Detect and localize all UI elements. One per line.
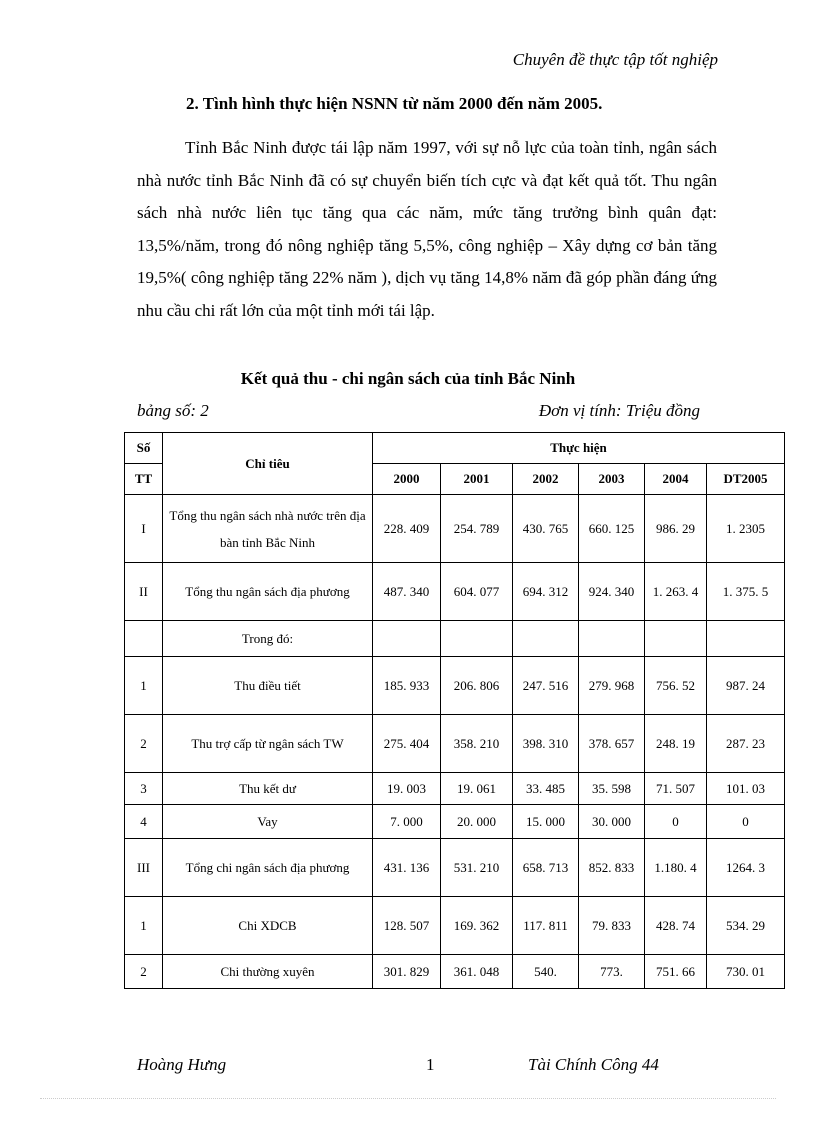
- row-value: 924. 340: [579, 563, 645, 621]
- row-value: 30. 000: [579, 805, 645, 839]
- year-header: 2001: [441, 464, 513, 495]
- row-value: 228. 409: [373, 495, 441, 563]
- year-header: 2003: [579, 464, 645, 495]
- row-stt: 4: [125, 805, 163, 839]
- row-value: 247. 516: [513, 657, 579, 715]
- row-value: 1264. 3: [707, 839, 785, 897]
- row-value: 117. 811: [513, 897, 579, 955]
- table-row: [125, 897, 785, 955]
- stt-header-top: Số: [125, 433, 163, 464]
- row-indicator: Chi thường xuyên: [163, 955, 373, 989]
- table-body: [125, 495, 785, 989]
- row-indicator: Tổng thu ngân sách địa phương: [163, 563, 373, 621]
- row-value: [373, 621, 441, 657]
- row-value: 169. 362: [441, 897, 513, 955]
- table-row: [125, 955, 785, 989]
- row-value: 301. 829: [373, 955, 441, 989]
- row-stt: 2: [125, 955, 163, 989]
- row-value: 751. 66: [645, 955, 707, 989]
- row-indicator: Chi XDCB: [163, 897, 373, 955]
- row-value: 19. 061: [441, 773, 513, 805]
- row-indicator: Trong đó:: [163, 621, 373, 657]
- row-value: [441, 621, 513, 657]
- row-value: 279. 968: [579, 657, 645, 715]
- footer-page-number: 1: [426, 1055, 435, 1074]
- budget-table: [124, 432, 785, 989]
- table-row: [125, 563, 785, 621]
- row-value: 33. 485: [513, 773, 579, 805]
- row-value: 531. 210: [441, 839, 513, 897]
- year-header: 2000: [373, 464, 441, 495]
- table-number-label: bảng số: 2: [137, 401, 209, 420]
- table-row: [125, 657, 785, 715]
- row-value: 487. 340: [373, 563, 441, 621]
- indicator-header: Chỉ tiêu: [163, 433, 373, 495]
- table-row: [125, 773, 785, 805]
- row-value: 254. 789: [441, 495, 513, 563]
- year-header: 2002: [513, 464, 579, 495]
- row-value: 1.180. 4: [645, 839, 707, 897]
- table-row: [125, 805, 785, 839]
- row-stt: III: [125, 839, 163, 897]
- table-title: Kết quả thu - chi ngân sách của tỉnh Bắc Ninh: [240, 369, 576, 388]
- footer-course: Tài Chính Công 44: [528, 1055, 659, 1074]
- row-value: 7. 000: [373, 805, 441, 839]
- row-value: 852. 833: [579, 839, 645, 897]
- row-indicator: Tổng chi ngân sách địa phương: [163, 839, 373, 897]
- table-header-row: [125, 433, 785, 464]
- row-value: 604. 077: [441, 563, 513, 621]
- row-value: 206. 806: [441, 657, 513, 715]
- section-title: 2. Tình hình thực hiện NSNN từ năm 2000 đến năm 2005.: [186, 94, 603, 113]
- row-indicator: Thu điều tiết: [163, 657, 373, 715]
- row-value: 398. 310: [513, 715, 579, 773]
- row-value: 540.: [513, 955, 579, 989]
- row-value: 35. 598: [579, 773, 645, 805]
- row-value: 773.: [579, 955, 645, 989]
- row-indicator: Vay: [163, 805, 373, 839]
- table-unit-label: Đơn vị tính: Triệu đồng: [538, 401, 700, 420]
- row-value: 660. 125: [579, 495, 645, 563]
- table-row: [125, 715, 785, 773]
- row-stt: II: [125, 563, 163, 621]
- row-value: 986. 29: [645, 495, 707, 563]
- row-stt: 2: [125, 715, 163, 773]
- row-indicator: Tổng thu ngân sách nhà nước trên địa bàn tỉnh Bắc Ninh: [163, 495, 373, 563]
- row-stt: I: [125, 495, 163, 563]
- row-stt: 3: [125, 773, 163, 805]
- row-value: 101. 03: [707, 773, 785, 805]
- row-value: 361. 048: [441, 955, 513, 989]
- row-value: 430. 765: [513, 495, 579, 563]
- row-value: 20. 000: [441, 805, 513, 839]
- row-value: [645, 621, 707, 657]
- row-value: 0: [645, 805, 707, 839]
- row-indicator: Thu kết dư: [163, 773, 373, 805]
- row-stt: 1: [125, 897, 163, 955]
- row-value: 79. 833: [579, 897, 645, 955]
- row-value: 19. 003: [373, 773, 441, 805]
- row-indicator: Thu trợ cấp từ ngân sách TW: [163, 715, 373, 773]
- row-value: 431. 136: [373, 839, 441, 897]
- row-value: 185. 933: [373, 657, 441, 715]
- row-value: 378. 657: [579, 715, 645, 773]
- year-header: DT2005: [707, 464, 785, 495]
- row-value: 248. 19: [645, 715, 707, 773]
- row-value: 0: [707, 805, 785, 839]
- row-value: 1. 375. 5: [707, 563, 785, 621]
- table-row: [125, 839, 785, 897]
- table-row: [125, 621, 785, 657]
- row-value: 128. 507: [373, 897, 441, 955]
- footer-author: Hoàng Hưng: [137, 1055, 227, 1074]
- row-value: 1. 2305: [707, 495, 785, 563]
- row-value: 275. 404: [373, 715, 441, 773]
- row-value: 71. 507: [645, 773, 707, 805]
- row-stt: [125, 621, 163, 657]
- body-paragraph: Tỉnh Bắc Ninh được tái lập năm 1997, với sự nỗ lực của toàn tỉnh, ngân sách nhà nước tỉnh Bắc Ninh đã có sự chuyển biến tích cực và đạt kết quả tốt. Thu ngân sách nhà nước liên tục tăng qua các năm, mức tăng trưởng bình quân đạt: 13,5%/năm, trong đó nông nghiệp tăng 5,5%, công nghiệp – Xây dựng cơ bản tăng 19,5%( công nghiệp tăng 22% năm ), dịch vụ tăng 14,8% năm đã góp phần đáng ứng nhu cầu chi rất lớn của một tỉnh mới tái lập.: [137, 138, 717, 320]
- row-value: 987. 24: [707, 657, 785, 715]
- running-header: Chuyên đề thực tập tốt nghiệp: [512, 50, 718, 69]
- row-stt: 1: [125, 657, 163, 715]
- row-value: 15. 000: [513, 805, 579, 839]
- row-value: [707, 621, 785, 657]
- row-value: 287. 23: [707, 715, 785, 773]
- row-value: 428. 74: [645, 897, 707, 955]
- row-value: 694. 312: [513, 563, 579, 621]
- bottom-divider: [40, 1098, 776, 1099]
- performance-header: Thực hiện: [373, 433, 785, 464]
- table-row: [125, 495, 785, 563]
- year-header: 2004: [645, 464, 707, 495]
- row-value: 730. 01: [707, 955, 785, 989]
- row-value: 1. 263. 4: [645, 563, 707, 621]
- stt-header-bottom: TT: [125, 464, 163, 495]
- row-value: 756. 52: [645, 657, 707, 715]
- row-value: [513, 621, 579, 657]
- row-value: [579, 621, 645, 657]
- row-value: 658. 713: [513, 839, 579, 897]
- row-value: 534. 29: [707, 897, 785, 955]
- row-value: 358. 210: [441, 715, 513, 773]
